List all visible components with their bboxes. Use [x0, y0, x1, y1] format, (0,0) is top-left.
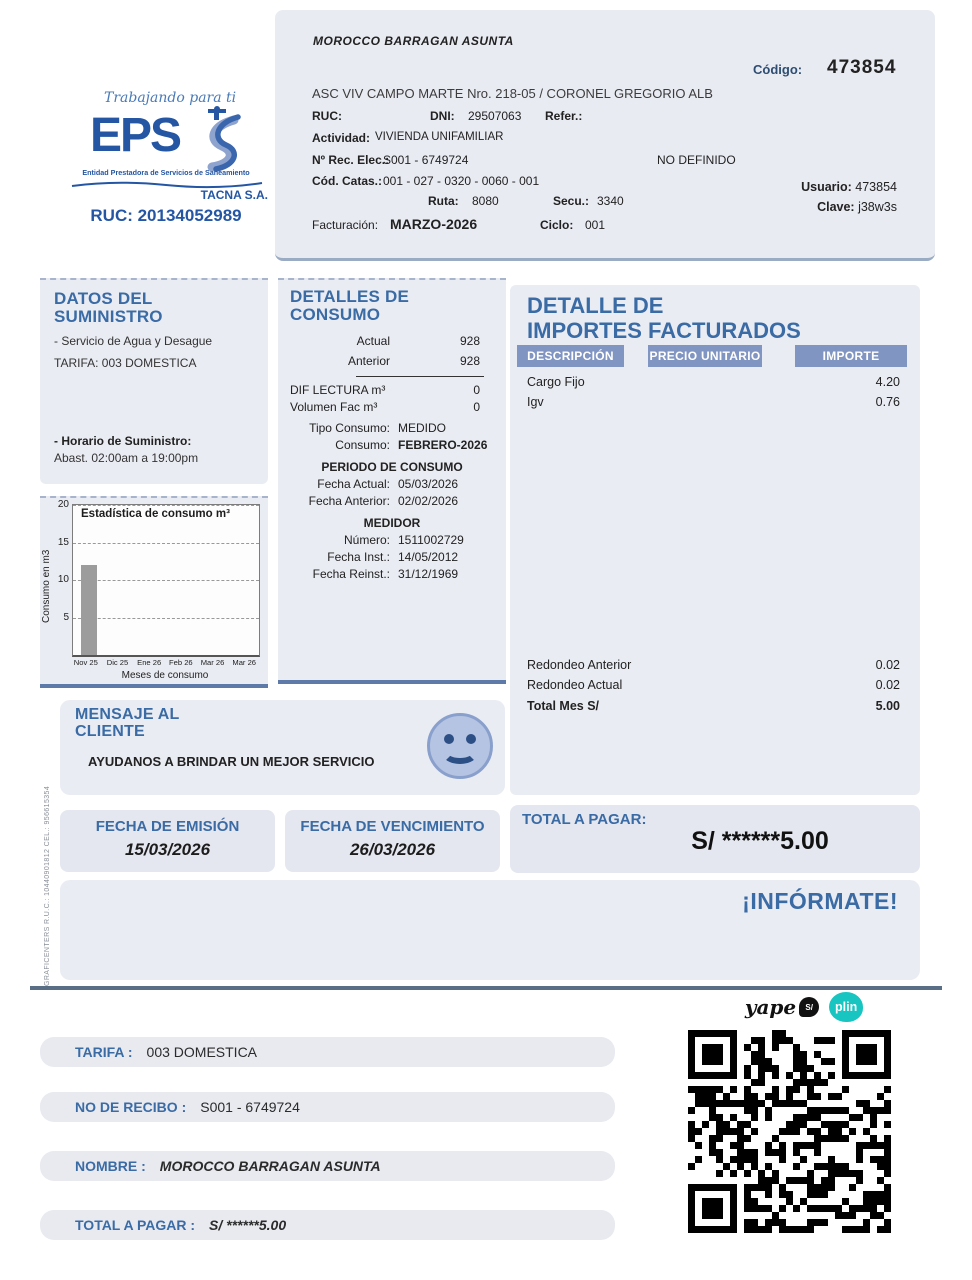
charges-card [510, 285, 920, 795]
clave-value: j38w3s [858, 200, 897, 214]
codigo-value: 473854 [827, 57, 897, 78]
redondeo-actual-row [527, 678, 900, 692]
row-numero [290, 533, 494, 547]
chart-ylabel: Consumo en m3 [41, 549, 52, 623]
total-mes-row [527, 699, 900, 713]
actual-label: Actual [356, 333, 390, 348]
eps-logo [60, 90, 272, 226]
charge-desc: Cargo Fijo [527, 375, 585, 389]
customer-name: MOROCCO BARRAGAN ASUNTA [313, 34, 514, 48]
total-a-pagar-value: S/ ******5.00 [691, 827, 829, 855]
water-swoosh-icon [180, 106, 242, 172]
consumo-label: Consumo: [335, 437, 390, 452]
rec-elec-label: Nº Rec. Elec.: [312, 153, 390, 167]
redondeo-actual-value: 0.02 [875, 678, 900, 692]
chart-title: Estadística de consumo m³ [81, 508, 230, 520]
supply-card [40, 278, 268, 484]
message-title-line2: CLIENTE [75, 722, 145, 740]
vol-label: Volumen Fac m³ [290, 399, 378, 414]
logo-subtitle: Entidad Prestadora de Servicios de Saneamiento [82, 168, 250, 177]
consumption-title-line2: CONSUMO [290, 304, 381, 324]
logo-brand-row [60, 106, 272, 170]
smiley-face-icon [427, 713, 493, 779]
row-consumo [290, 438, 494, 452]
header-card [275, 10, 935, 261]
logo-brand-text: EPS [89, 109, 181, 162]
footer-recibo-value: S001 - 6749724 [200, 1099, 300, 1115]
printer-credit-text: GRAFICENTERS R.U.C.: 10440901812 CEL.: 956615354 [44, 785, 51, 986]
actividad-value: VIVIENDA UNIFAMILIAR [375, 131, 504, 143]
row-fecha-actual [290, 477, 494, 491]
customer-address: ASC VIV CAMPO MARTE Nro. 218-05 / CORONEL GREGORIO ALB [312, 86, 713, 101]
reinst-label: Fecha Reinst.: [312, 566, 390, 581]
total-a-pagar-label: TOTAL A PAGAR: [522, 811, 647, 828]
charge-importe: 0.76 [875, 395, 900, 409]
consumption-detail-card [278, 278, 506, 684]
total-mes-label: Total Mes S/ [527, 699, 600, 713]
fecha-actual-label: Fecha Actual: [317, 476, 390, 491]
charge-row [527, 375, 900, 389]
footer-tarifa-row [40, 1037, 615, 1067]
yape-text: yape [744, 995, 797, 1019]
plin-logo: plin [829, 992, 863, 1022]
periodo-title: PERIODO DE CONSUMO [321, 459, 463, 474]
secu-label: Secu.: [553, 194, 590, 208]
redondeo-anterior-label: Redondeo Anterior [527, 658, 632, 672]
fecha-vencimiento-card [285, 810, 500, 872]
row-fecha-anterior [290, 494, 494, 508]
column-importe: IMPORTE [795, 345, 907, 367]
row-vol [290, 400, 494, 414]
inst-value: 14/05/2012 [398, 549, 459, 564]
smiley-mouth [442, 742, 478, 764]
fecha-emision-label: FECHA DE EMISIÓN [95, 818, 240, 835]
supply-horario-value: Abast. 02:00am a 19:00pm [54, 450, 199, 465]
footer-nombre-value: MOROCCO BARRAGAN ASUNTA [159, 1158, 381, 1174]
payment-logos [688, 990, 920, 1024]
tipo-label: Tipo Consumo: [309, 420, 390, 435]
fecha-emision-value: 15/03/2026 [124, 840, 211, 859]
message-body: AYUDANOS A BRINDAR UN MEJOR SERVICIO [88, 754, 375, 769]
vol-value: 0 [473, 399, 480, 414]
yape-badge-icon: S/ [799, 997, 819, 1017]
chart-plot: Estadística de consumo m³ 5 10 15 20 [72, 504, 260, 657]
dni-label: DNI: [430, 109, 455, 123]
supply-tarifa: TARIFA: 003 DOMESTICA [54, 355, 197, 370]
footer-recibo-label: NO DE RECIBO : [75, 1099, 187, 1115]
fecha-actual-value: 05/03/2026 [398, 476, 459, 491]
consumption-divider [356, 376, 484, 377]
message-title-line1: MENSAJE AL [75, 706, 180, 723]
informate-band [60, 880, 920, 980]
total-mes-value: 5.00 [875, 699, 900, 713]
fecha-anterior-label: Fecha Anterior: [308, 493, 390, 508]
row-reinst [290, 567, 494, 581]
fecha-anterior-value: 02/02/2026 [398, 493, 459, 508]
row-inst [290, 550, 494, 564]
fecha-vencimiento-value: 26/03/2026 [349, 840, 436, 859]
logo-company: TACNA S.A. [200, 188, 268, 202]
no-definido: NO DEFINIDO [657, 153, 736, 167]
rec-elec-value: S001 - 6749724 [383, 153, 469, 167]
chart-xlabel: Meses de consumo [121, 670, 209, 681]
redondeo-anterior-value: 0.02 [875, 658, 900, 672]
message-title [75, 707, 180, 741]
charge-importe: 4.20 [875, 375, 900, 389]
catas-label: Cód. Catas.: [312, 174, 383, 188]
qr-code [688, 1030, 891, 1233]
usuario-value: 473854 [855, 180, 897, 194]
redondeo-actual-label: Redondeo Actual [527, 678, 623, 692]
supply-service: - Servicio de Agua y Desague [54, 333, 213, 348]
clave-field [817, 200, 897, 214]
actividad-label: Actividad: [312, 131, 371, 145]
redondeo-anterior-row [527, 658, 900, 672]
row-dif [290, 383, 494, 397]
facturacion-value: MARZO-2026 [390, 216, 478, 232]
inst-label: Fecha Inst.: [327, 549, 390, 564]
column-descripcion: DESCRIPCIÓN [517, 345, 624, 367]
row-actual [290, 334, 494, 348]
logo-ruc: RUC: 20134052989 [90, 206, 242, 225]
dif-value: 0 [473, 382, 480, 397]
consumption-title [290, 288, 494, 324]
facturacion-label: Facturación: [312, 218, 379, 232]
logo-tagline: Trabajando para ti [104, 90, 237, 106]
catas-value: 001 - 027 - 0320 - 0060 - 001 [383, 174, 540, 188]
supply-title-line1: DATOS DEL [54, 289, 153, 308]
anterior-value: 928 [459, 353, 480, 368]
supply-horario-label: - Horario de Suministro: [54, 433, 192, 448]
footer-total-label: TOTAL A PAGAR : [75, 1217, 196, 1233]
ruc-label: RUC: [312, 109, 342, 123]
ruta-value: 8080 [472, 194, 499, 208]
column-precio-unitario: PRECIO UNITARIO [648, 345, 762, 367]
footer-recibo-row [40, 1092, 615, 1122]
consumption-chart-card [40, 496, 268, 688]
informate-text: ¡INFÓRMATE! [742, 888, 898, 914]
footer-nombre-row [40, 1151, 615, 1181]
message-card [60, 700, 505, 795]
total-a-pagar-card [510, 805, 920, 873]
ciclo-label: Ciclo: [540, 218, 574, 232]
footer-nombre-label: NOMBRE : [75, 1158, 146, 1174]
charge-row [527, 395, 900, 409]
anterior-label: Anterior [347, 353, 390, 368]
consumo-value: FEBRERO-2026 [398, 437, 488, 452]
usuario-label: Usuario: [801, 180, 852, 194]
row-tipo [290, 421, 494, 435]
codigo-label: Código: [753, 62, 803, 77]
clave-label: Clave: [817, 200, 855, 214]
charges-title-line1: DETALLE DE [527, 293, 664, 318]
footer-total-value: S/ ******5.00 [209, 1217, 287, 1233]
dif-label: DIF LECTURA m³ [290, 382, 386, 397]
charges-title [527, 293, 801, 344]
yape-logo [745, 995, 819, 1019]
reinst-value: 31/12/1969 [398, 566, 459, 581]
fecha-vencimiento-label: FECHA DE VENCIMIENTO [300, 818, 485, 835]
consumption-title-line1: DETALLES DE [290, 287, 410, 306]
charge-desc: Igv [527, 395, 544, 409]
refer-label: Refer.: [545, 109, 583, 123]
ruta-label: Ruta: [428, 194, 459, 208]
fecha-emision-card [60, 810, 275, 872]
footer-tarifa-label: TARIFA : [75, 1044, 133, 1060]
row-anterior [290, 354, 494, 368]
charges-title-line2: IMPORTES FACTURADOS [527, 318, 801, 344]
numero-value: 1511002729 [398, 532, 464, 547]
medidor-title: MEDIDOR [363, 515, 421, 530]
ciclo-value: 001 [585, 218, 606, 232]
secu-value: 3340 [597, 194, 624, 208]
dni-value: 29507063 [468, 109, 522, 123]
tipo-value: MEDIDO [398, 420, 446, 435]
chart-xticks: Nov 25 Dic 25 Ene 26 Feb 26 Mar 26 Mar 26 [73, 658, 257, 667]
footer-total-row [40, 1210, 615, 1240]
usuario-field [801, 180, 897, 194]
supply-title-line2: SUMINISTRO [54, 306, 163, 326]
numero-label: Número: [343, 532, 390, 547]
footer-tarifa-value: 003 DOMESTICA [146, 1044, 258, 1060]
actual-value: 928 [459, 333, 480, 348]
supply-title [54, 290, 254, 326]
